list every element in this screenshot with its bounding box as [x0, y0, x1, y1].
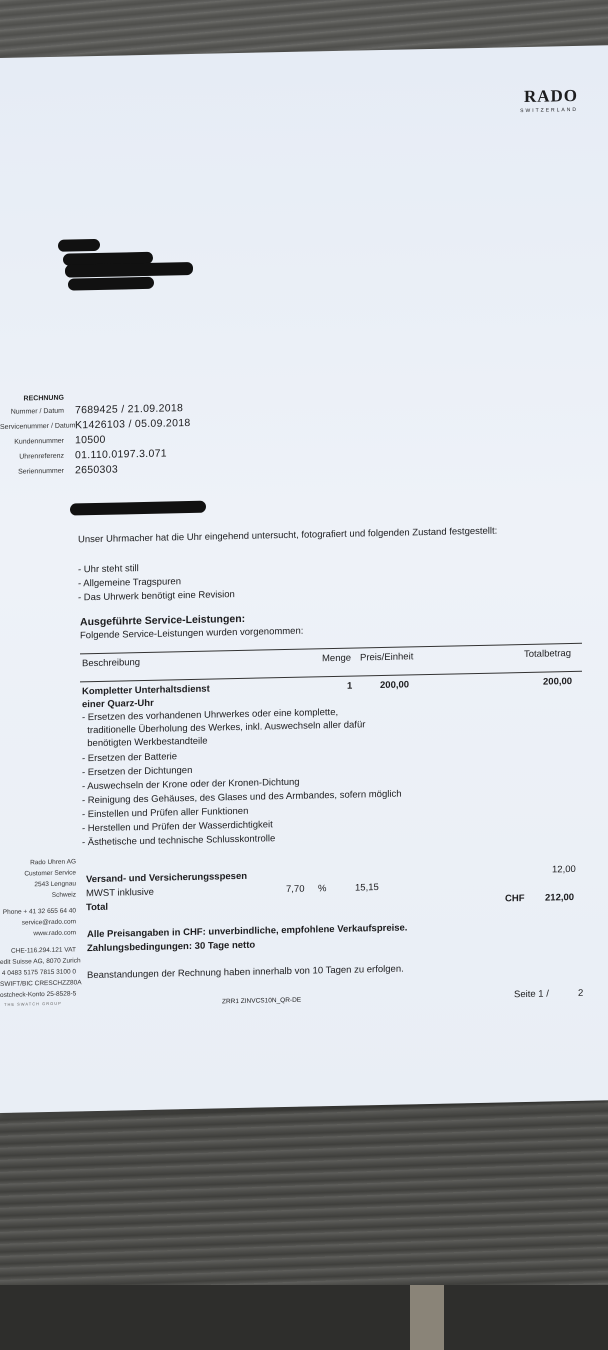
- table-header-rule: [80, 671, 582, 683]
- total-label: Total: [86, 901, 108, 914]
- finding-item: - Das Uhrwerk benötigt eine Revision: [78, 589, 235, 604]
- document-code: ZRR1 ZINVCS10N_QR-DE: [222, 996, 302, 1006]
- item-detail: - Ersetzen der Dichtungen: [82, 764, 193, 779]
- field-value: 7689425 / 21.09.2018: [75, 402, 184, 417]
- finding-item: - Allgemeine Tragspuren: [78, 576, 181, 590]
- item-title-2: einer Quarz-Uhr: [82, 697, 154, 711]
- finding-item: - Uhr steht still: [78, 563, 139, 576]
- field-label: Uhrenreferenz: [19, 452, 64, 461]
- address-line: Rado Uhren AG: [30, 858, 76, 867]
- item-unit-price: 200,00: [380, 679, 410, 692]
- contact-line: www.rado.com: [33, 929, 76, 938]
- total-value: 212,00: [545, 891, 575, 904]
- col-header-unit-price: Preis/Einheit: [360, 651, 414, 664]
- contact-line: Phone + 41 32 655 64 40: [2, 907, 76, 916]
- company-address: [0, 856, 76, 902]
- shipping-value: 12,00: [552, 863, 576, 876]
- company-contact: [0, 905, 76, 940]
- redaction-bar: [58, 239, 100, 252]
- contact-line: service@rado.com: [21, 918, 76, 927]
- col-header-total: Totalbetrag: [524, 648, 572, 661]
- item-quantity: 1: [347, 680, 353, 692]
- services-subheading: Folgende Service-Leistungen wurden vorgenommen:: [80, 625, 304, 642]
- vat-rate: 7,70: [286, 883, 305, 896]
- redaction-bar: [65, 262, 193, 278]
- vat-amount: 15,15: [355, 882, 379, 894]
- page-number: Seite 1 /: [514, 988, 549, 1001]
- field-value: 10500: [75, 433, 106, 447]
- page-total: 2: [578, 987, 584, 999]
- redaction-bar: [70, 501, 206, 516]
- col-header-description: Beschreibung: [82, 657, 141, 670]
- address-line: Customer Service: [24, 869, 76, 878]
- floor-strip: [410, 1285, 444, 1350]
- col-header-quantity: Menge: [322, 652, 352, 665]
- redaction-bar: [68, 277, 154, 291]
- field-label: Seriennummer: [18, 467, 64, 476]
- invoice-paper: [0, 45, 608, 1113]
- field-label: Servicenummer / Datum: [0, 422, 76, 431]
- field-label: Nummer / Datum: [10, 407, 64, 416]
- logo-subtitle: SWITZERLAND: [520, 106, 578, 115]
- field-label: Kundennummer: [14, 437, 64, 446]
- company-bank: [0, 944, 82, 1001]
- logo-name: RADO: [523, 85, 578, 107]
- bank-line: SWIFT/BIC CRESCHZZ80A: [0, 979, 82, 988]
- vat-percent-sign: %: [318, 883, 327, 895]
- item-title: Kompletter Unterhaltsdienst: [82, 683, 210, 698]
- field-value: K1426103 / 05.09.2018: [75, 417, 191, 432]
- shipping-label: Versand- und Versicherungsspesen: [86, 870, 248, 886]
- vat-label: MWST inklusive: [86, 886, 154, 900]
- field-value: 2650303: [75, 463, 118, 477]
- brand-logo: [520, 86, 578, 114]
- bank-line: 4 0483 5175 7815 3100 0: [1, 968, 76, 977]
- floor: [0, 1285, 608, 1350]
- prices-note: Alle Preisangaben in CHF: unverbindliche, empfohlene Verkaufspreise.: [87, 922, 408, 941]
- item-detail: traditionelle Überholung des Werkes, inkl. Auswechseln aller dafür: [82, 719, 366, 737]
- item-detail: - Herstellen und Prüfen der Wasserdichtigkeit: [82, 819, 273, 835]
- services-heading: Ausgeführte Service-Leistungen:: [80, 612, 246, 629]
- item-detail: benötigten Werkbestandteile: [82, 735, 208, 750]
- intro-text: Unser Uhrmacher hat die Uhr eingehend untersucht, fotografiert und folgenden Zustand festgestellt:: [78, 525, 498, 546]
- field-value: 01.110.0197.3.071: [75, 447, 167, 462]
- bank-line: CHE-116.294.121 VAT: [10, 946, 76, 955]
- item-detail: - Ersetzen des vorhandenen Uhrwerkes oder eine komplette,: [82, 706, 339, 724]
- item-detail: - Ersetzen der Batterie: [82, 751, 178, 765]
- address-line: 2543 Lengnau: [34, 880, 76, 889]
- item-detail: - Einstellen und Prüfen aller Funktionen: [82, 805, 249, 821]
- bank-line: edit Suisse AG, 8070 Zurich: [0, 957, 81, 966]
- address-line: Schweiz: [51, 891, 76, 899]
- item-detail: - Auswechseln der Krone oder der Kronen-Dichtung: [82, 776, 300, 793]
- item-detail: - Ästhetische und technische Schlusskontrolle: [82, 833, 276, 849]
- invoice-title: RECHNUNG: [23, 394, 64, 403]
- item-total: 200,00: [543, 676, 573, 688]
- total-currency: CHF: [505, 893, 525, 905]
- bank-line: ostcheck-Konto 25-8528-5: [0, 990, 77, 999]
- complaints-note: Beanstandungen der Rechnung haben innerhalb von 10 Tagen zu erfolgen.: [87, 963, 404, 982]
- item-detail: - Reinigung des Gehäuses, des Glases und des Armbandes, sofern möglich: [82, 788, 402, 807]
- swatch-group-mark: THE SWATCH GROUP: [4, 1000, 62, 1007]
- payment-terms: Zahlungsbedingungen: 30 Tage netto: [87, 939, 256, 955]
